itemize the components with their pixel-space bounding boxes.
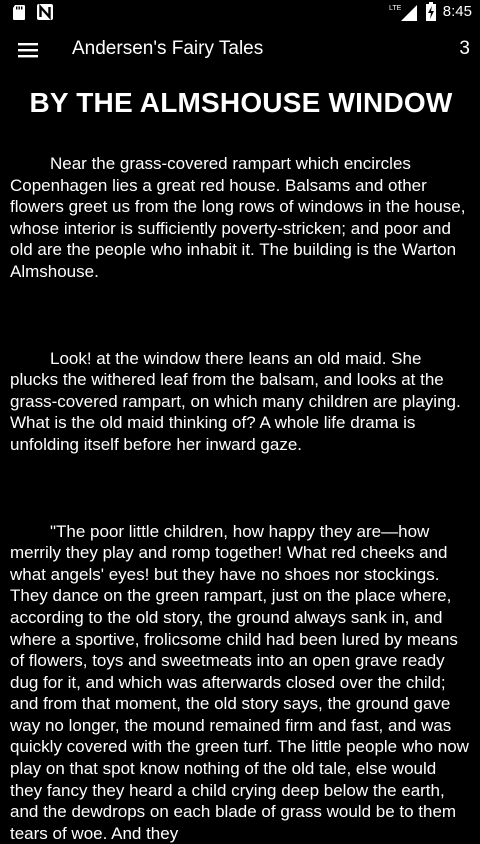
app-title: Andersen's Fairy Tales: [72, 38, 264, 59]
paragraph: "The poor little children, how happy they are—how merrily they play and romp together! What red cheeks and what angels' eyes! but they have no shoes nor stockings. They dance on the green rampart, just on the place where, according to the old story, the ground always sank in, and where a sportive, frolicsome child had been lured by means of flowers, toys and sweetmeats into an open grave ready dug for it, and which was afterwards closed over the child; and from that moment, the old story says, the ground gave way no longer, the mound remained firm and fast, and was quickly covered with the green turf. The little people who now play on that spot know nothing of the old tale, else would they fancy they heard a child crying deep below the earth, and the dewdrops on each blade of grass would be to them tears of woe. And they: [10, 521, 469, 843]
paragraph: Near the grass-covered rampart which encircles Copenhagen lies a great red house. Balsams and other flowers greet us from the long rows of windows in the house, whose interior is sufficiently poverty-stricken; and poor and old are the people who inhabit it. The building is the Warton Almshouse.: [10, 154, 466, 281]
network-label: LTE: [388, 5, 402, 12]
n-notification-icon: [36, 3, 54, 21]
status-bar: [0, 0, 480, 24]
clock: 8:45: [442, 3, 472, 20]
notification-icons: [10, 3, 54, 21]
hamburger-menu-icon: [18, 42, 38, 58]
system-icons: [389, 2, 472, 22]
reader-content[interactable]: [10, 80, 472, 843]
battery-charging-icon: [425, 2, 437, 22]
paragraph: Look! at the window there leans an old maid. She plucks the withered leaf from the balsam, and looks at the grass-covered rampart, on which many children are playing. What is the old maid thinking of? A whole life drama is unfolding itself before her inward gaze.: [10, 348, 461, 454]
app-bar: [0, 24, 480, 76]
page-number: 3: [459, 38, 470, 59]
lte-signal-icon: [389, 2, 419, 22]
sd-card-icon: [10, 3, 28, 21]
chapter-title: BY THE ALMSHOUSE WINDOW: [29, 87, 453, 118]
menu-button[interactable]: [10, 34, 46, 66]
